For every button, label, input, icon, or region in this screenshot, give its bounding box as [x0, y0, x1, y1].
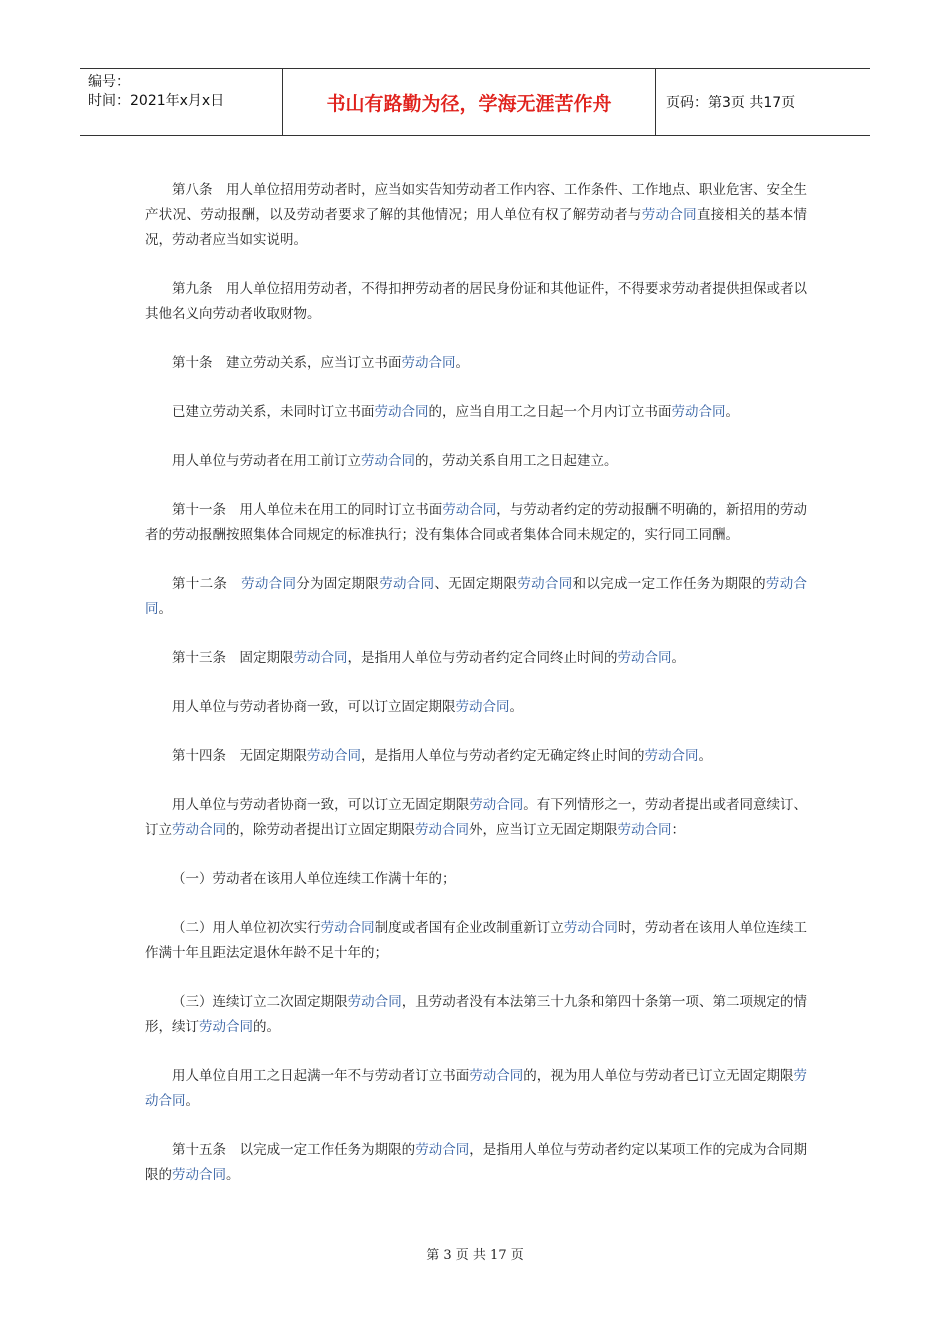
paragraph-text: 制度或者国有企业改制重新订立 [374, 920, 564, 936]
labor-contract-link[interactable]: 劳动合同 [415, 1142, 470, 1158]
paragraph [145, 400, 807, 425]
paragraph-text: 。 [226, 1167, 240, 1183]
paragraph-text: 。 [509, 699, 523, 715]
paragraph-text: 。 [671, 650, 685, 666]
labor-contract-link[interactable]: 劳动合同 [361, 453, 415, 469]
labor-contract-link[interactable]: 劳动合同 [617, 650, 672, 666]
labor-contract-link[interactable]: 劳动合同 [671, 404, 726, 420]
labor-contract-link[interactable]: 劳动合同 [145, 1068, 808, 1109]
paragraph-text: 。有下列情形之一，劳动者提出或者同意续订、订立 [145, 797, 808, 838]
labor-contract-link[interactable]: 劳动合同 [199, 1019, 253, 1035]
paragraph-text: 已建立劳动关系，未同时订立书面 [172, 404, 375, 420]
page-footer: 第 3 页 共 17 页 [426, 1248, 524, 1263]
paragraph-text: 、无固定期限 [434, 576, 518, 592]
paragraph [145, 990, 807, 1040]
paragraph [145, 867, 807, 892]
paragraph-text: 第十四条 无固定期限 [172, 748, 307, 764]
page-header [80, 68, 870, 136]
labor-contract-link[interactable]: 劳动合同 [442, 502, 497, 518]
document-body [145, 178, 807, 1212]
labor-contract-link[interactable]: 劳动合同 [320, 920, 375, 936]
paragraph-text: ： [671, 822, 685, 838]
paragraph-text: 时，劳动者在该用人单位连续工作满十年且距法定退休年龄不足十年的； [145, 920, 808, 961]
labor-contract-link[interactable]: 劳动合同 [347, 994, 402, 1010]
paragraph-text: ，是指用人单位与劳动者约定合同终止时间的 [347, 650, 618, 666]
labor-contract-link[interactable]: 劳动合同 [469, 797, 524, 813]
labor-contract-link[interactable]: 劳动合同 [517, 576, 573, 592]
number-label: 编号： [88, 74, 130, 90]
labor-contract-link[interactable]: 劳动合同 [374, 404, 429, 420]
paragraph [145, 498, 807, 548]
paragraph-text: 第九条 用人单位招用劳动者，不得扣押劳动者的居民身份证和其他证件，不得要求劳动者提供担保或者以其他名义向劳动者收取财物。 [145, 281, 807, 322]
paragraph-text: 第八条 用人单位招用劳动者时，应当如实告知劳动者工作内容、工作条件、工作地点、职业危害、安全生产状况、劳动报酬，以及劳动者要求了解的其他情况；用人单位有权了解劳动者与 [145, 182, 807, 223]
paragraph [145, 646, 807, 671]
paragraph-text: 的。 [253, 1019, 280, 1035]
paragraph [145, 351, 807, 376]
paragraph-text: 的，劳动关系自用工之日起建立。 [415, 453, 618, 469]
labor-contract-link[interactable]: 劳动合同 [455, 699, 510, 715]
paragraph [145, 572, 807, 622]
paragraph-text: 第十条 建立劳动关系，应当订立书面 [172, 355, 402, 371]
paragraph [145, 793, 807, 843]
paragraph-text: 。 [185, 1093, 199, 1109]
paragraph-text: 第十五条 以完成一定工作任务为期限的 [172, 1142, 416, 1158]
paragraph [145, 1064, 807, 1114]
paragraph [145, 744, 807, 769]
paragraph [145, 449, 807, 474]
time-label: 时间：2021年x月x日 [88, 93, 225, 109]
paragraph-text: 用人单位与劳动者在用工前订立 [172, 453, 361, 469]
header-motto: 书山有路勤为径，学海无涯苦作舟 [282, 69, 656, 135]
paragraph-text: 外，应当订立无固定期限 [469, 822, 618, 838]
paragraph-text: 。 [455, 355, 469, 371]
paragraph-text: 的，应当自用工之日起一个月内订立书面 [428, 404, 672, 420]
paragraph-text: ，且劳动者没有本法第三十九条和第四十条第一项、第二项规定的情形，续订 [145, 994, 808, 1035]
paragraph-text: ，与劳动者约定的劳动报酬不明确的，新招用的劳动者的劳动报酬按照集体合同规定的标准执行；没有集体合同或者集体合同未规定的，实行同工同酬。 [145, 502, 808, 543]
labor-contract-link[interactable]: 劳动合同 [641, 207, 697, 223]
labor-contract-link[interactable]: 劳动合同 [563, 920, 618, 936]
paragraph-text: ，是指用人单位与劳动者约定以某项工作的完成为合同期限的 [145, 1142, 808, 1183]
paragraph-text: （二）用人单位初次实行 [172, 920, 321, 936]
labor-contract-link[interactable]: 劳动合同 [145, 576, 808, 617]
paragraph-text: 。 [158, 601, 172, 617]
labor-contract-link[interactable]: 劳动合同 [293, 650, 348, 666]
paragraph-text: （三）连续订立二次固定期限 [172, 994, 348, 1010]
labor-contract-link[interactable]: 劳动合同 [469, 1068, 524, 1084]
paragraph-text: 。 [725, 404, 739, 420]
paragraph-text: 分为固定期限 [296, 576, 380, 592]
paragraph-text: ，是指用人单位与劳动者约定无确定终止时间的 [361, 748, 645, 764]
header-left-cell [80, 69, 282, 135]
paragraph-text: 用人单位与劳动者协商一致，可以订立无固定期限 [172, 797, 470, 813]
paragraph-text: 直接相关的基本情况，劳动者应当如实说明。 [145, 207, 808, 248]
labor-contract-link[interactable]: 劳动合同 [307, 748, 361, 764]
labor-contract-link[interactable]: 劳动合同 [401, 355, 456, 371]
labor-contract-link[interactable]: 劳动合同 [172, 822, 226, 838]
paragraph [145, 695, 807, 720]
paragraph-text: 第十二条 [172, 576, 242, 592]
paragraph-text: 第十一条 用人单位未在用工的同时订立书面 [172, 502, 443, 518]
paragraph-text: 第十三条 固定期限 [172, 650, 294, 666]
labor-contract-link[interactable]: 劳动合同 [644, 748, 699, 764]
header-page-label: 页码：第3页 共17页 [666, 95, 796, 111]
paragraph-text: （一）劳动者在该用人单位连续工作满十年的； [172, 871, 456, 887]
labor-contract-link[interactable]: 劳动合同 [415, 822, 469, 838]
paragraph-text: 用人单位自用工之日起满一年不与劳动者订立书面 [172, 1068, 470, 1084]
paragraph-text: 的，视为用人单位与劳动者已订立无固定期限 [523, 1068, 794, 1084]
paragraph-text: 的，除劳动者提出订立固定期限 [226, 822, 415, 838]
labor-contract-link[interactable]: 劳动合同 [617, 822, 672, 838]
labor-contract-link[interactable]: 劳动合同 [379, 576, 435, 592]
paragraph [145, 1138, 807, 1188]
paragraph [145, 916, 807, 966]
paragraph-text: 。 [698, 748, 712, 764]
paragraph-text: 用人单位与劳动者协商一致，可以订立固定期限 [172, 699, 456, 715]
paragraph-text: 和以完成一定工作任务为期限的 [572, 576, 766, 592]
paragraph [145, 178, 807, 253]
paragraph [145, 277, 807, 327]
labor-contract-link[interactable]: 劳动合同 [241, 576, 297, 592]
labor-contract-link[interactable]: 劳动合同 [172, 1167, 226, 1183]
